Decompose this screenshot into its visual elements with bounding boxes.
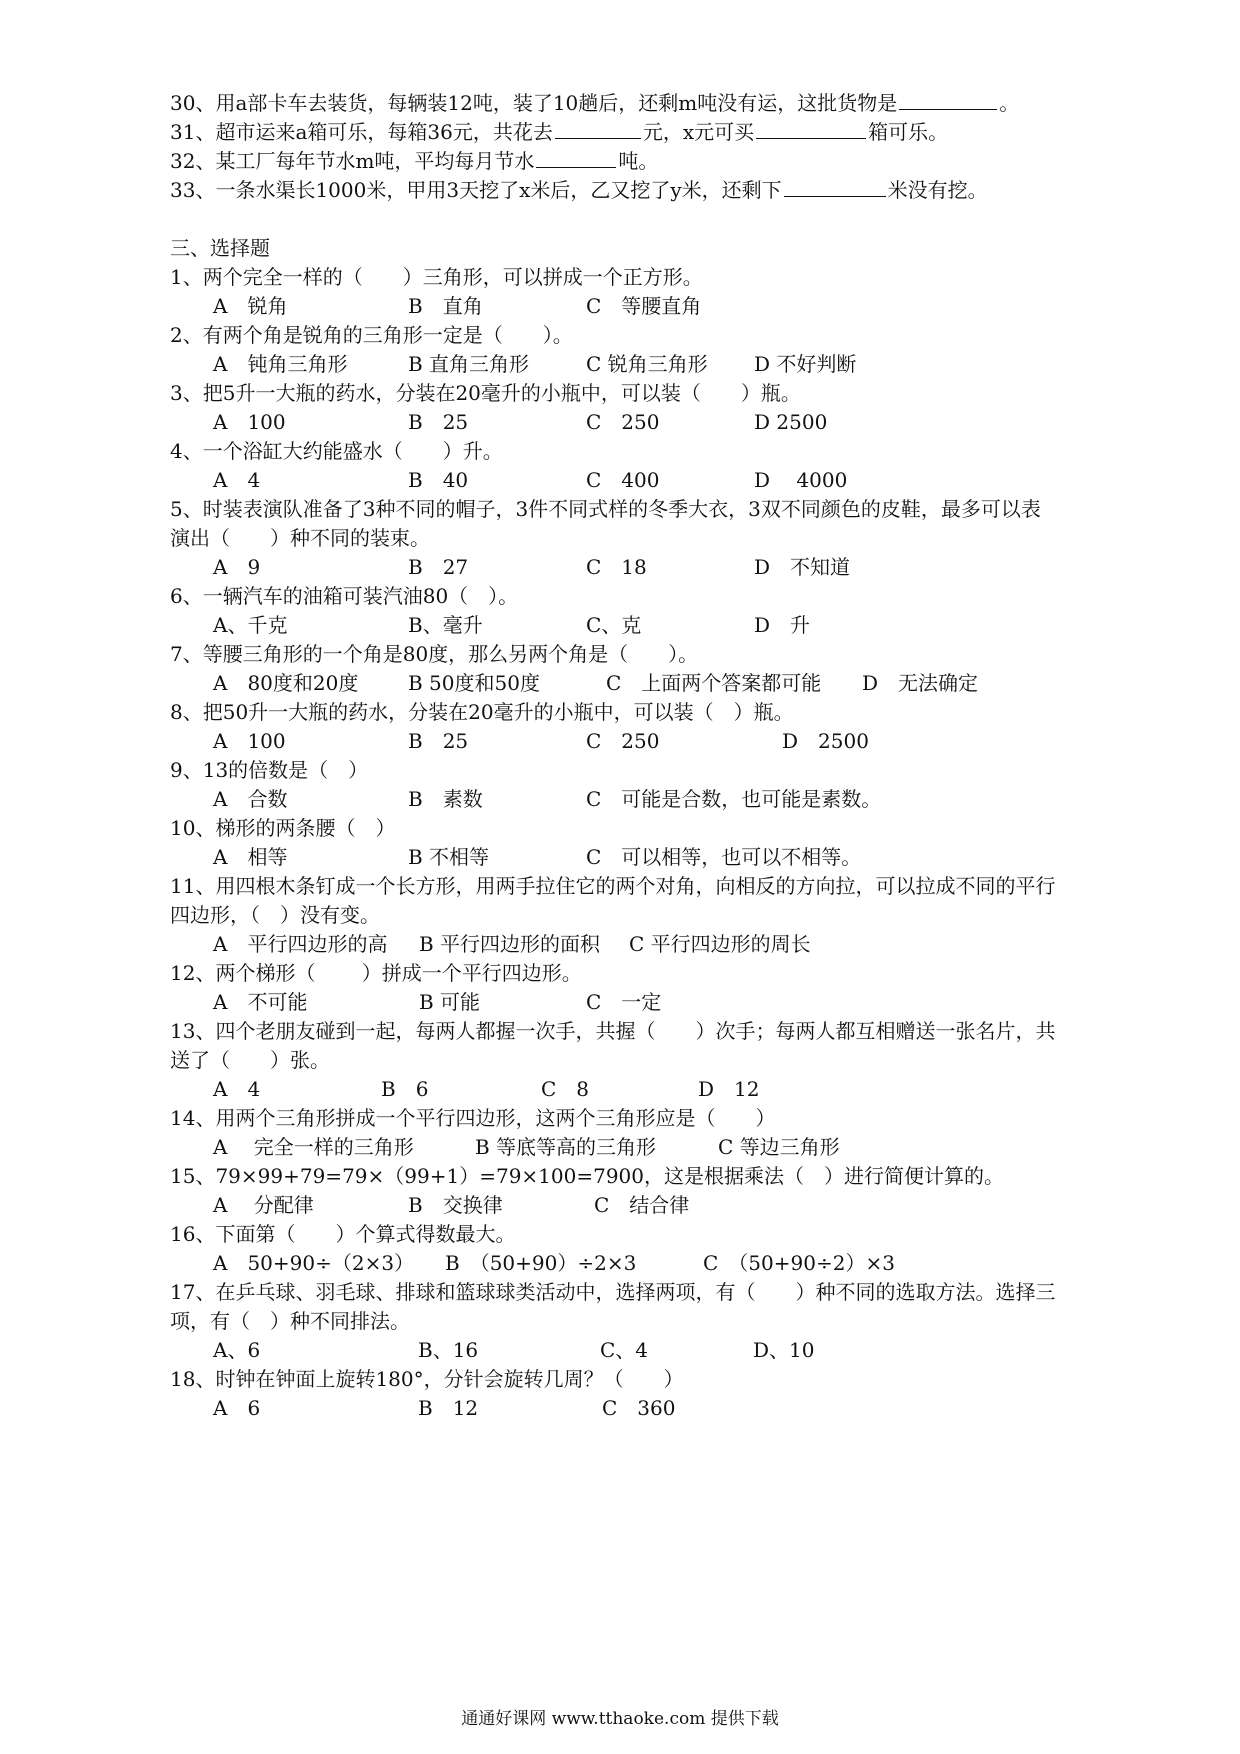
option-b[interactable]: B 6 — [381, 1077, 429, 1101]
question-5-cont: 演出（ ）种不同的装束。 — [170, 526, 430, 550]
option-b[interactable]: B、16 — [418, 1338, 479, 1362]
question-13-options — [213, 1077, 759, 1101]
section-title: 三、选择题 — [170, 236, 270, 260]
question-5-options — [213, 555, 850, 579]
question-12: 12、两个梯形（ ）拼成一个平行四边形。 — [170, 961, 582, 985]
question-32-text-a: 32、某工厂每年节水m吨，平均每月节水 — [170, 149, 535, 173]
option-b[interactable]: B 不相等 — [408, 845, 490, 869]
option-b[interactable]: B 等底等高的三角形 — [475, 1135, 657, 1159]
question-4-options — [213, 468, 847, 492]
option-c[interactable]: C 360 — [602, 1396, 676, 1420]
question-10: 10、梯形的两条腰（ ） — [170, 816, 396, 840]
question-16: 16、下面第（ ）个算式得数最大。 — [170, 1222, 516, 1246]
option-a[interactable]: A 80度和20度 — [213, 671, 359, 695]
option-c[interactable]: C、4 — [600, 1338, 649, 1362]
option-d[interactable]: D 无法确定 — [862, 671, 979, 695]
option-a[interactable]: A 锐角 — [213, 294, 288, 318]
question-30-end: 。 — [999, 91, 1020, 115]
question-12-options — [213, 990, 661, 1014]
question-8-options — [213, 729, 869, 753]
option-c[interactable]: C 等边三角形 — [718, 1135, 840, 1159]
option-a[interactable]: A 9 — [213, 555, 261, 579]
option-b[interactable]: B、毫升 — [408, 613, 483, 637]
question-17-cont: 项，有（ ）种不同排法。 — [170, 1309, 410, 1333]
option-d[interactable]: D 4000 — [754, 468, 848, 492]
question-31-text-a: 31、超市运来a箱可乐，每箱36元，共花去 — [170, 120, 553, 144]
option-a[interactable]: A 分配律 — [213, 1193, 314, 1217]
option-c[interactable]: C 可能是合数，也可能是素数。 — [586, 787, 882, 811]
question-3: 3、把5升一大瓶的药水，分装在20毫升的小瓶中，可以装（ ）瓶。 — [170, 381, 801, 405]
question-8: 8、把50升一大瓶的药水，分装在20毫升的小瓶中，可以装（ ）瓶。 — [170, 700, 794, 724]
option-c[interactable]: C 250 — [586, 729, 660, 753]
option-c[interactable]: C 可以相等，也可以不相等。 — [586, 845, 862, 869]
question-33-text-b: 米没有挖。 — [887, 178, 988, 202]
option-b[interactable]: B 25 — [408, 729, 469, 753]
question-1: 1、两个完全一样的（ ）三角形，可以拼成一个正方形。 — [170, 265, 703, 289]
option-b[interactable]: B 直角三角形 — [408, 352, 530, 376]
question-11: 11、用四根木条钉成一个长方形，用两手拉住它的两个对角，向相反的方向拉，可以拉成不同的平行 — [170, 874, 1056, 898]
question-18: 18、时钟在钟面上旋转180°，分针会旋转几周？（ ） — [170, 1367, 684, 1391]
question-2-options — [213, 352, 856, 376]
option-a[interactable]: A 相等 — [213, 845, 288, 869]
option-d[interactable]: D 12 — [698, 1077, 760, 1101]
option-a[interactable]: A 4 — [213, 1077, 261, 1101]
option-d[interactable]: D 升 — [754, 613, 811, 637]
question-3-options — [213, 410, 827, 434]
option-c[interactable]: C 上面两个答案都可能 — [606, 671, 822, 695]
question-33 — [170, 178, 988, 202]
option-d[interactable]: D、10 — [753, 1338, 815, 1362]
question-14: 14、用两个三角形拼成一个平行四边形，这两个三角形应是（ ） — [170, 1106, 776, 1130]
option-a[interactable]: A 完全一样的三角形 — [213, 1135, 414, 1159]
option-c[interactable]: C （50+90÷2）×3 — [703, 1251, 895, 1275]
question-32-text-b: 吨。 — [618, 149, 659, 173]
question-11-options — [213, 932, 811, 956]
option-a[interactable]: A 不可能 — [213, 990, 308, 1014]
answer-blank[interactable] — [756, 120, 866, 139]
question-5: 5、时装表演队准备了3种不同的帽子，3件不同式样的冬季大衣，3双不同颜色的皮鞋，最多可以表 — [170, 497, 1041, 521]
question-16-options — [213, 1251, 895, 1275]
option-c[interactable]: C 锐角三角形 — [586, 352, 708, 376]
option-d[interactable]: D 不好判断 — [754, 352, 857, 376]
option-c[interactable]: C、克 — [586, 613, 642, 637]
option-b[interactable]: B 40 — [408, 468, 469, 492]
option-a[interactable]: A 钝角三角形 — [213, 352, 348, 376]
option-a[interactable]: A 平行四边形的高 — [213, 932, 388, 956]
question-31-text-b: 元，x元可买 — [642, 120, 755, 144]
option-c[interactable]: C 250 — [586, 410, 660, 434]
question-18-options — [213, 1396, 675, 1420]
option-c[interactable]: C 400 — [586, 468, 660, 492]
option-d[interactable]: D 不知道 — [754, 555, 851, 579]
question-6-options — [213, 613, 810, 637]
option-b[interactable]: B 50度和50度 — [408, 671, 540, 695]
question-7: 7、等腰三角形的一个角是80度，那么另两个角是（ ）。 — [170, 642, 699, 666]
question-17-options — [213, 1338, 814, 1362]
option-c[interactable]: C 一定 — [586, 990, 662, 1014]
question-9-options — [213, 787, 881, 811]
option-b[interactable]: B （50+90）÷2×3 — [445, 1251, 637, 1275]
option-a[interactable]: A 合数 — [213, 787, 288, 811]
page-footer: 通通好课网 www.tthaoke.com 提供下载 — [461, 1709, 779, 1729]
answer-blank[interactable] — [784, 178, 886, 197]
question-10-options — [213, 845, 861, 869]
question-31-text-c: 箱可乐。 — [868, 120, 949, 144]
option-a[interactable]: A 6 — [213, 1396, 261, 1420]
option-b[interactable]: B 直角 — [408, 294, 483, 318]
question-13-cont: 送了（ ）张。 — [170, 1048, 330, 1072]
answer-blank[interactable] — [899, 91, 997, 110]
question-17: 17、在乒乓球、羽毛球、排球和篮球球类活动中，选择两项，有（ ）种不同的选取方法。选择三 — [170, 1280, 1056, 1304]
option-a[interactable]: A 100 — [213, 729, 286, 753]
option-b[interactable]: B 素数 — [408, 787, 483, 811]
question-9: 9、13的倍数是（ ） — [170, 758, 369, 782]
option-b[interactable]: B 交换律 — [408, 1193, 503, 1217]
option-d[interactable]: D 2500 — [782, 729, 869, 753]
question-32 — [170, 149, 658, 173]
option-a[interactable]: A 100 — [213, 410, 286, 434]
option-a[interactable]: A 4 — [213, 468, 261, 492]
question-1-options — [213, 294, 701, 318]
question-14-options — [213, 1135, 840, 1159]
option-b[interactable]: B 可能 — [419, 990, 481, 1014]
option-c[interactable]: C 8 — [541, 1077, 590, 1101]
option-a[interactable]: A、6 — [213, 1338, 261, 1362]
question-11-cont: 四边形，（ ）没有变。 — [170, 903, 380, 927]
question-7-options — [213, 671, 978, 695]
question-2: 2、有两个角是锐角的三角形一定是（ ）。 — [170, 323, 573, 347]
question-4: 4、一个浴缸大约能盛水（ ）升。 — [170, 439, 503, 463]
answer-blank[interactable] — [555, 120, 641, 139]
answer-blank[interactable] — [536, 149, 616, 168]
option-a[interactable]: A、千克 — [213, 613, 288, 637]
option-c[interactable]: C 18 — [586, 555, 647, 579]
option-b[interactable]: B 12 — [418, 1396, 479, 1420]
question-30 — [170, 91, 1019, 115]
option-c[interactable]: C 平行四边形的周长 — [629, 932, 811, 956]
option-b[interactable]: B 27 — [408, 555, 469, 579]
option-b[interactable]: B 平行四边形的面积 — [419, 932, 601, 956]
option-a[interactable]: A 50+90÷（2×3） — [213, 1251, 415, 1275]
question-31 — [170, 120, 948, 144]
question-6: 6、一辆汽车的油箱可装汽油80（ ）。 — [170, 584, 519, 608]
option-d[interactable]: D 2500 — [754, 410, 828, 434]
question-33-text-a: 33、一条水渠长1000米，甲用3天挖了x米后，乙又挖了y米，还剩下 — [170, 178, 782, 202]
question-13: 13、四个老朋友碰到一起，每两人都握一次手，共握（ ）次手；每两人都互相赠送一张名片，共 — [170, 1019, 1056, 1043]
option-c[interactable]: C 结合律 — [594, 1193, 690, 1217]
question-15-options — [213, 1193, 689, 1217]
option-b[interactable]: B 25 — [408, 410, 469, 434]
option-c[interactable]: C 等腰直角 — [586, 294, 702, 318]
question-30-text: 30、用a部卡车去装货，每辆装12吨，装了10趟后，还剩m吨没有运，这批货物是 — [170, 91, 898, 115]
question-15: 15、79×99+79=79×（99+1）=79×100=7900，这是根据乘法（ ）进行简便计算的。 — [170, 1164, 1005, 1188]
